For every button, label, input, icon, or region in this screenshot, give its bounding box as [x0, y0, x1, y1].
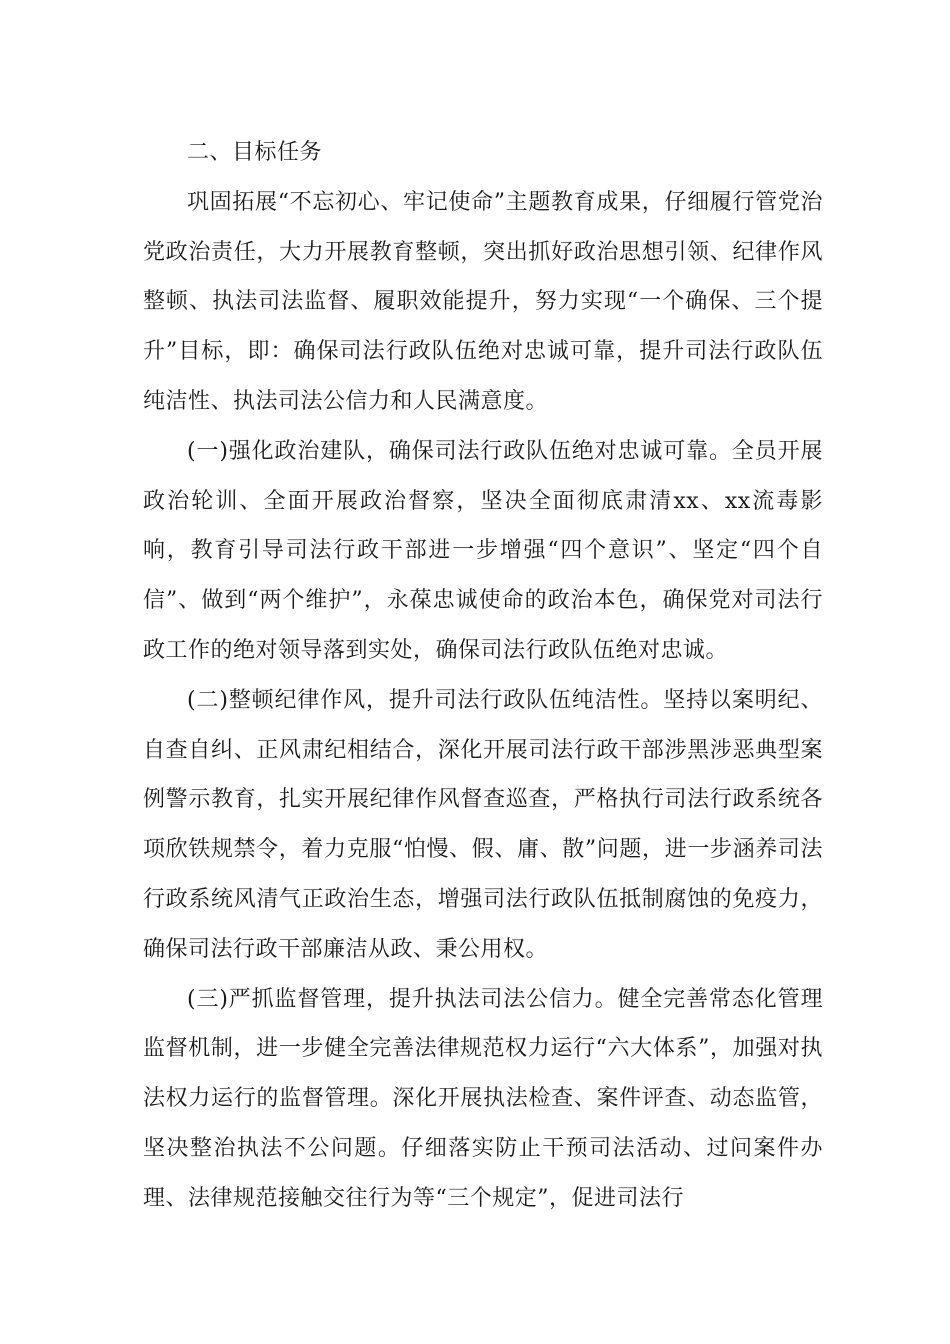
document-body — [143, 128, 823, 1224]
paragraph-item-1: (一)强化政治建队，确保司法行政队伍绝对忠诚可靠。全员开展政治轮训、全面开展政治督察，坚决全面彻底肃清xx、xx流毒影响，教育引导司法行政干部进一步增强“四个意识”、坚定“四个自信”、做到“两个维护”，永葆忠诚使命的政治本色，确保党对司法行政工作的绝对领导落到实处，确保司法行政队伍绝对忠诚。 — [143, 438, 823, 663]
paragraph-item-3: (三)严抓监督管理，提升执法司法公信力。健全完善常态化管理监督机制，进一步健全完善法律规范权力运行“六大体系”，加强对执法权力运行的监督管理。深化开展执法检查、案件评查、动态监管，坚决整治执法不公问题。仔细落实防止干预司法活动、过问案件办理、法律规范接触交往行为等“三个规定”，促进司法行 — [143, 986, 823, 1211]
section-heading: 二、目标任务 — [187, 140, 323, 165]
paragraph-item-2: (二)整顿纪律作风，提升司法行政队伍纯洁性。坚持以案明纪、自查自纠、正风肃纪相结合，深化开展司法行政干部涉黑涉恶典型案例警示教育，扎实开展纪律作风督查巡查，严格执行司法行政系统各项欣铁规禁令，着力克服“怕慢、假、庸、散”问题，进一步涵养司法行政系统风清气正政治生态，增强司法行政队伍抵制腐蚀的免疫力，确保司法行政干部廉洁从政、秉公用权。 — [143, 687, 823, 962]
paragraph-goals: 巩固拓展“不忘初心、牢记使命”主题教育成果，仔细履行管党治党政治责任，大力开展教育整顿，突出抓好政治思想引领、纪律作风整顿、执法司法监督、履职效能提升，努力实现“一个确保、三个提升”目标，即：确保司法行政队伍绝对忠诚可靠，提升司法行政队伍纯洁性、执法司法公信力和人民满意度。 — [143, 189, 823, 414]
